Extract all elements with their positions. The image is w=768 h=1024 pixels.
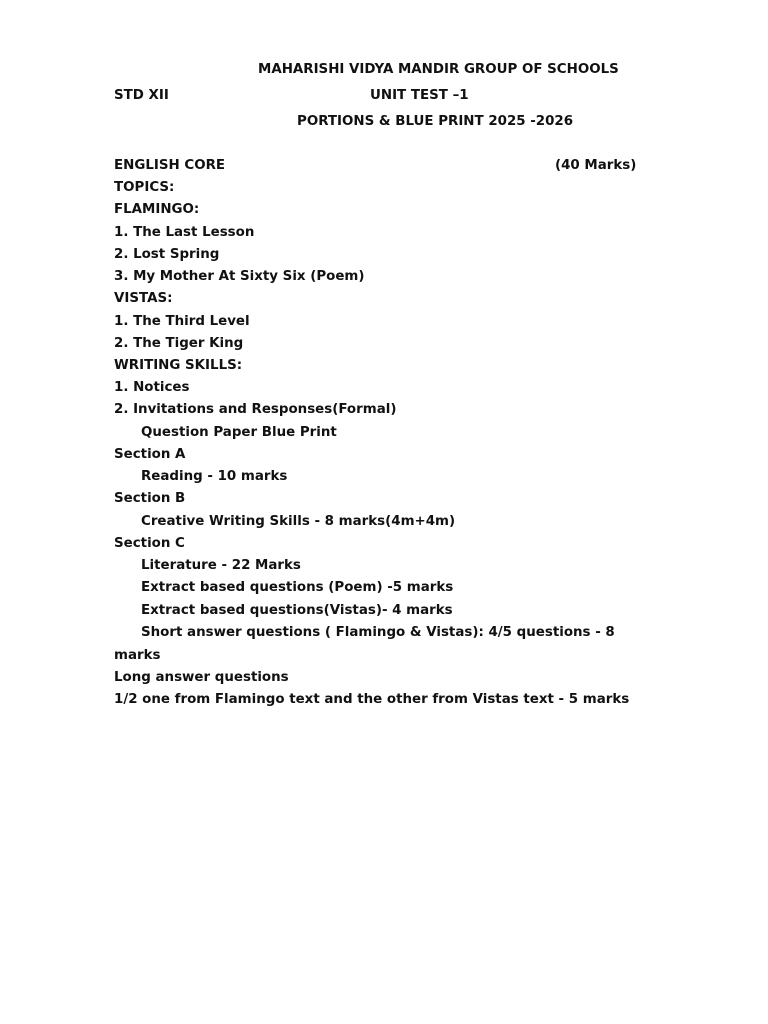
section-a-item: Reading - 10 marks xyxy=(141,469,288,484)
section-b-label: Section B xyxy=(114,491,186,506)
section-c-item: Extract based questions (Poem) -5 marks xyxy=(141,580,454,595)
section-a-label: Section A xyxy=(114,447,186,462)
section-c-label: Section C xyxy=(114,536,185,551)
writing-skills-item: 2. Invitations and Responses(Formal) xyxy=(114,402,397,417)
section-b-item: Creative Writing Skills - 8 marks(4m+4m) xyxy=(141,514,456,529)
flamingo-item: 1. The Last Lesson xyxy=(114,225,255,240)
long-answer-detail: 1/2 one from Flamingo text and the other from Vistas text - 5 marks xyxy=(114,692,630,707)
vistas-item: 2. The Tiger King xyxy=(114,336,244,351)
flamingo-label: FLAMINGO: xyxy=(114,202,200,217)
blueprint-title: Question Paper Blue Print xyxy=(141,425,337,440)
flamingo-item: 2. Lost Spring xyxy=(114,247,220,262)
portions-title: PORTIONS & BLUE PRINT 2025 -2026 xyxy=(297,114,574,129)
long-answer-label: Long answer questions xyxy=(114,670,289,685)
section-c-wrap: marks xyxy=(114,648,161,663)
section-c-item: Short answer questions ( Flamingo & Vistas): 4/5 questions - 8 xyxy=(141,625,615,640)
flamingo-item: 3. My Mother At Sixty Six (Poem) xyxy=(114,269,365,284)
subject-marks: (40 Marks) xyxy=(555,158,637,173)
school-name: MAHARISHI VIDYA MANDIR GROUP OF SCHOOLS xyxy=(258,62,619,77)
vistas-item: 1. The Third Level xyxy=(114,314,250,329)
section-c-item: Literature - 22 Marks xyxy=(141,558,301,573)
vistas-label: VISTAS: xyxy=(114,291,173,306)
subject-name: ENGLISH CORE xyxy=(114,158,226,173)
writing-skills-label: WRITING SKILLS: xyxy=(114,358,243,373)
test-title: UNIT TEST –1 xyxy=(370,88,469,103)
writing-skills-item: 1. Notices xyxy=(114,380,190,395)
section-c-item: Extract based questions(Vistas)- 4 marks xyxy=(141,603,453,618)
topics-label: TOPICS: xyxy=(114,180,175,195)
class-label: STD XII xyxy=(114,88,169,103)
